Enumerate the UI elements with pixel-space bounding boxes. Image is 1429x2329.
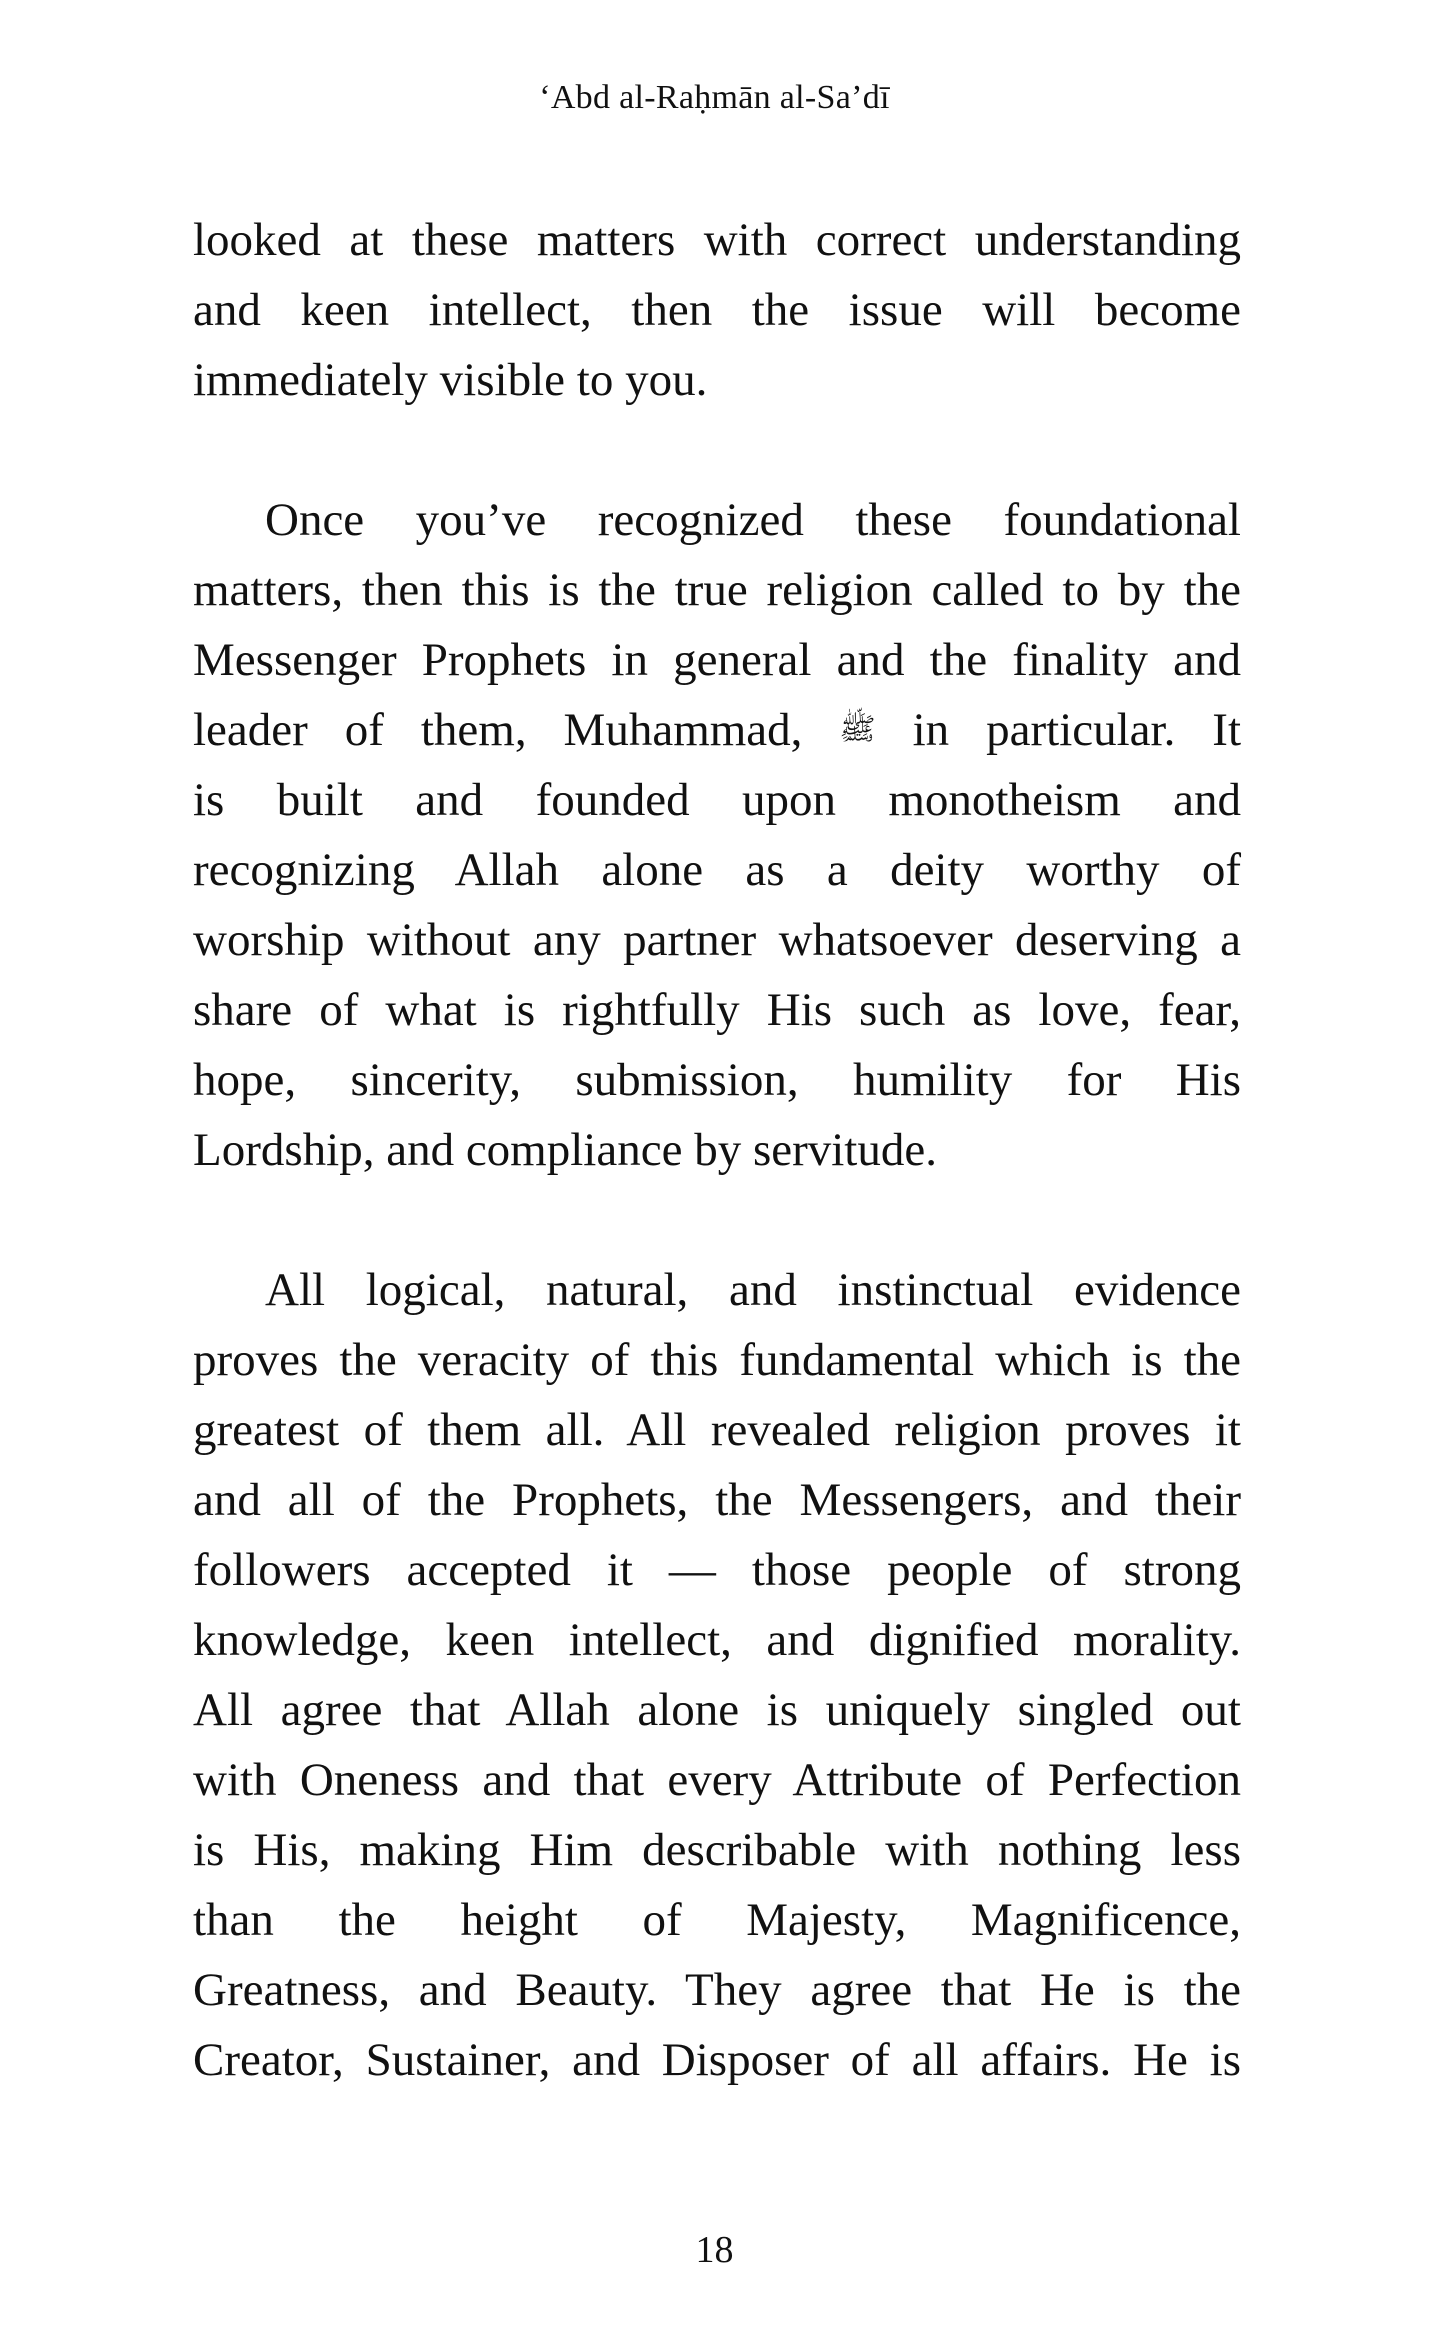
text-line: with Oneness and that every Attribute of Perfection	[193, 1754, 1241, 1806]
text-fragment: leader of them, Muhammad,	[193, 704, 803, 756]
text-line: Once you’ve recognized these foundational	[265, 494, 1241, 546]
text-line: than the height of Majesty, Magnificence,	[193, 1894, 1241, 1946]
text-line: looked at these matters with correct understanding	[193, 214, 1241, 266]
text-line: immediately visible to you.	[193, 354, 708, 406]
text-line: matters, then this is the true religion called to by the	[193, 564, 1241, 616]
text-line: and keen intellect, then the issue will become	[193, 284, 1241, 336]
text-line: worship without any partner whatsoever deserving a	[193, 914, 1241, 966]
text-line: share of what is rightfully His such as love, fear,	[193, 984, 1241, 1036]
paragraph-1	[193, 205, 1241, 415]
honorific-glyph: ﷺ	[839, 713, 876, 746]
text-line: Lordship, and compliance by servitude.	[193, 1124, 937, 1176]
text-line: proves the veracity of this fundamental which is the	[193, 1334, 1241, 1386]
text-line: All logical, natural, and instinctual evidence	[265, 1264, 1241, 1316]
text-line: and all of the Prophets, the Messengers, and their	[193, 1474, 1241, 1526]
page-number: 18	[695, 2229, 734, 2271]
text-line: All agree that Allah alone is uniquely singled out	[193, 1684, 1241, 1736]
text-line: hope, sincerity, submission, humility for His	[193, 1054, 1241, 1106]
text-line: Creator, Sustainer, and Disposer of all affairs. He is	[193, 2034, 1241, 2086]
text-line-with-honorific	[193, 695, 1241, 765]
text-line: is His, making Him describable with nothing less	[193, 1824, 1241, 1876]
running-header: ‘Abd al-Raḥmān al-Sa’dī	[539, 79, 890, 116]
text-line: is built and founded upon monotheism and	[193, 774, 1241, 826]
text-line: followers accepted it — those people of strong	[193, 1544, 1241, 1596]
text-line: recognizing Allah alone as a deity worthy of	[193, 844, 1241, 896]
text-line: Messenger Prophets in general and the finality and	[193, 634, 1241, 686]
body-text	[193, 205, 1241, 2095]
text-line: greatest of them all. All revealed religion proves it	[193, 1404, 1241, 1456]
paragraph-2	[193, 485, 1241, 1185]
text-line: Greatness, and Beauty. They agree that He is the	[193, 1964, 1241, 2016]
text-fragment: in particular. It	[912, 704, 1242, 756]
text-line: knowledge, keen intellect, and dignified morality.	[193, 1614, 1241, 1666]
paragraph-3	[193, 1255, 1241, 2095]
